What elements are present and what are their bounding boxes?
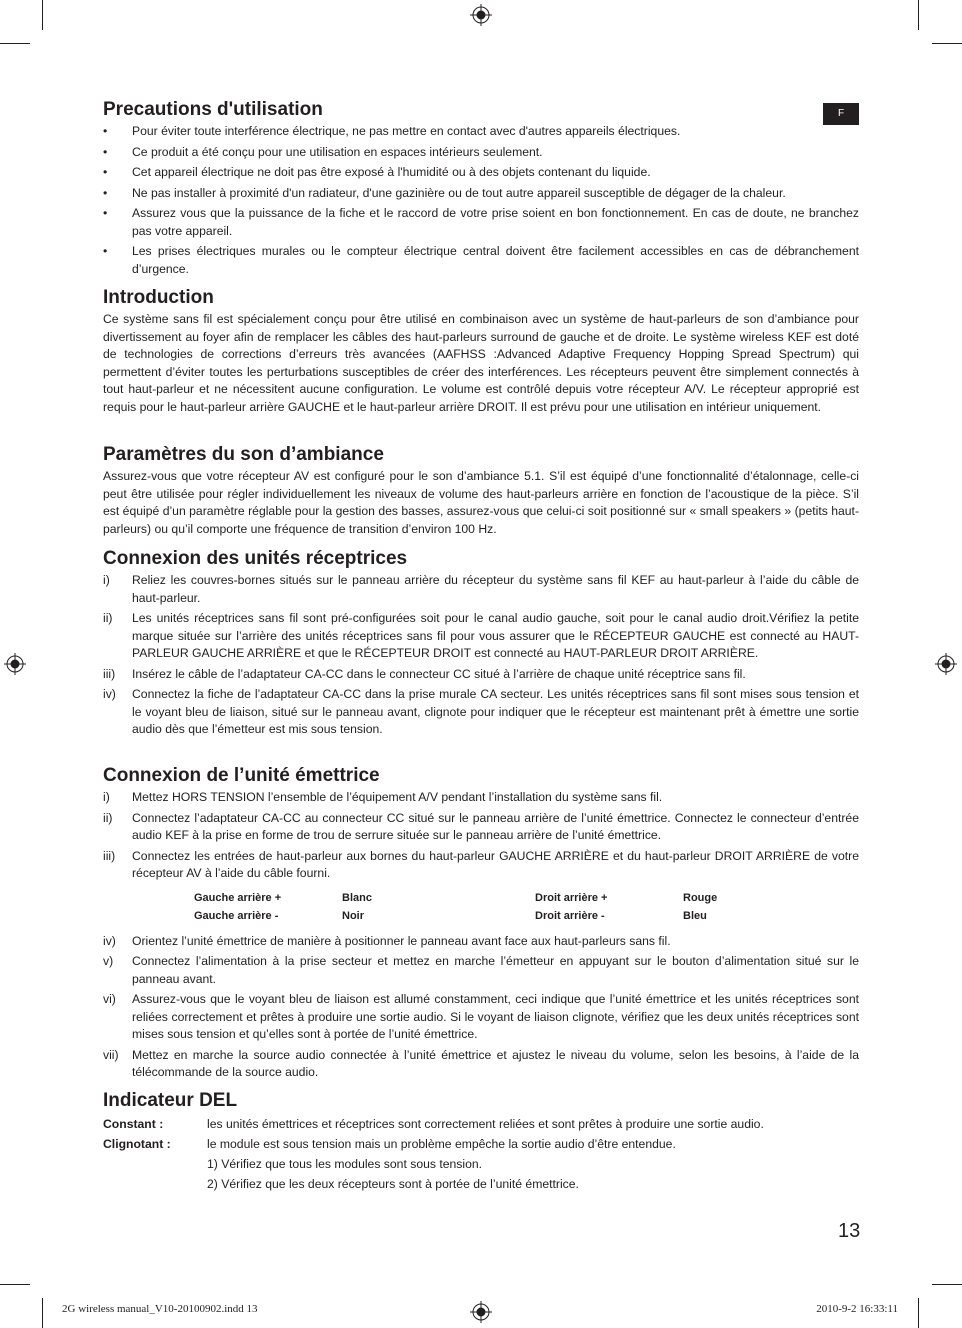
led-state-label: Constant : bbox=[103, 1117, 164, 1131]
list-item-text: Ce produit a été conçu pour une utilisation en espaces intérieurs seulement. bbox=[132, 144, 543, 159]
list-item bbox=[103, 144, 859, 162]
bullet-marker: • bbox=[103, 165, 108, 179]
crop-mark bbox=[0, 1284, 30, 1285]
list-item bbox=[103, 686, 859, 739]
list-item bbox=[103, 123, 859, 141]
list-item bbox=[103, 666, 859, 684]
section-receivers bbox=[103, 548, 859, 742]
list-number: v) bbox=[103, 954, 114, 968]
wiring-cell: Droit arrière + bbox=[535, 891, 608, 904]
list-item-text: Connectez la fiche de l’adaptateur CA-CC dans la prise murale CA secteur. Les unités réceptrices sans fil sont mises sous tension et le voyant bleu de liaison, situé sur le panneau avant, clignote pour indiquer que le récepteur est maintenant prêt à émettre une sortie audio dès que l’émetteur est mis sous tension. bbox=[132, 687, 859, 736]
list-number: iv) bbox=[103, 687, 116, 701]
wiring-cell: Blanc bbox=[342, 891, 372, 904]
list-number: iii) bbox=[103, 848, 116, 863]
section-precautions bbox=[103, 99, 859, 281]
list-item bbox=[103, 789, 859, 807]
wiring-cell: Gauche arrière + bbox=[194, 891, 282, 904]
section-surround-settings bbox=[103, 444, 859, 538]
list-item-text: Pour éviter toute interférence électrique, ne pas mettre en contact avec d'autres appareils électriques. bbox=[132, 124, 681, 138]
section-heading: Connexion de l’unité émettrice bbox=[103, 765, 380, 786]
list-item-text: Mettez en marche la source audio connectée à l’unité émettrice et ajustez le niveau du volume, selon les besoins, à l’aide de la télécommande de la source audio. bbox=[132, 1047, 859, 1079]
list-number: vii) bbox=[103, 1047, 119, 1062]
numbered-list bbox=[103, 933, 859, 1082]
list-number: ii) bbox=[103, 611, 113, 625]
list-number: iii) bbox=[103, 666, 116, 681]
paragraph: Ce système sans fil est spécialement conçu pour être utilisé en combinaison avec un système de haut-parleurs de son d’ambiance pour divertissement au foyer afin de remplacer les câbles des haut-parleurs surround de gauche et de droite. Le système wireless KEF est doté de technologies de corrections d’erreurs très avancées (AAFHSS :Advanced Adaptive Frequency Hopping Spread Spectrum) qui permettent d’éviter toutes les perturbations susceptibles de créer des interférences. Les récepteurs peuvent être simplement connectés à tout haut-parleur et ne nécessitent aucune configuration. Le volume est contrôlé depuis votre récepteur A/V. Le récepteur approprié est requis pour le haut-parleur arrière GAUCHE et le haut-parleur arrière DROIT. Il est prévu pour une utilisation en intérieur uniquement. bbox=[103, 312, 859, 414]
list-item bbox=[103, 848, 859, 883]
list-item-text: Mettez HORS TENSION l’ensemble de l’équipement A/V pendant l’installation du système sans fil. bbox=[132, 790, 663, 804]
wiring-cell: Bleu bbox=[683, 909, 707, 922]
registration-mark-icon bbox=[4, 653, 26, 675]
bullet-marker: • bbox=[103, 206, 108, 220]
section-heading: Paramètres du son d’ambiance bbox=[103, 444, 384, 465]
led-state-label bbox=[103, 1154, 207, 1174]
section-transmitter bbox=[103, 765, 859, 1085]
numbered-list bbox=[103, 572, 859, 739]
led-state-description: 2) Vérifiez que les deux récepteurs sont à portée de l’unité émettrice. bbox=[207, 1177, 579, 1191]
footer-timestamp: 2010-9-2 16:33:11 bbox=[816, 1303, 898, 1315]
section-led-indicator bbox=[103, 1090, 859, 1194]
list-item bbox=[103, 185, 859, 203]
language-tag: F bbox=[823, 103, 859, 125]
list-item bbox=[103, 610, 859, 663]
led-state-row bbox=[103, 1154, 859, 1174]
list-number: ii) bbox=[103, 810, 113, 825]
section-introduction bbox=[103, 287, 859, 416]
led-state-label bbox=[103, 1174, 207, 1194]
wiring-table bbox=[194, 889, 859, 925]
list-number: vi) bbox=[103, 992, 116, 1006]
led-state-row bbox=[103, 1114, 859, 1134]
crop-mark bbox=[932, 43, 962, 44]
bullet-marker: • bbox=[103, 185, 108, 200]
list-item-text: Connectez l’alimentation à la prise secteur et mettez en marche l’émetteur en appuyant sur le bouton d’alimentation situé sur le panneau avant. bbox=[132, 954, 859, 986]
list-item bbox=[103, 164, 859, 182]
list-item bbox=[103, 205, 859, 240]
bullet-list bbox=[103, 123, 859, 278]
crop-mark bbox=[918, 0, 919, 30]
list-item bbox=[103, 810, 859, 845]
section-heading: Introduction bbox=[103, 287, 214, 308]
section-heading: Indicateur DEL bbox=[103, 1090, 238, 1111]
page-number: 13 bbox=[838, 1220, 861, 1242]
list-item-text: Connectez l’adaptateur CA-CC au connecteur CC situé sur le panneau arrière de l’unité émettrice. Connectez le connecteur d’entrée audio KEF à la prise en forme de trou de serrure située sur le panneau arrière de l’unité émettrice. bbox=[132, 810, 859, 842]
led-state-description: le module est sous tension mais un problème empêche la sortie audio d’être entendue. bbox=[207, 1137, 676, 1151]
led-state-description: 1) Vérifiez que tous les modules sont sous tension. bbox=[207, 1157, 483, 1171]
list-item-text: Assurez-vous que le voyant bleu de liaison est allumé constamment, ceci indique que l’unité émettrice et les unités réceptrices sont reliées correctement et prêtes à produire une sortie audio. Si le voyant de liaison clignote, vérifiez que les deux unités réceptrices sont mises sous tension et qu’elles sont à portée de l’unité émettrice. bbox=[132, 992, 859, 1041]
led-state-label: Clignotant : bbox=[103, 1137, 171, 1151]
list-item bbox=[103, 243, 859, 278]
registration-mark-icon bbox=[935, 653, 957, 675]
list-item bbox=[103, 953, 859, 988]
led-state-description: les unités émettrices et réceptrices sont correctement reliées et sont prêtes à produire une sortie audio. bbox=[207, 1117, 764, 1131]
list-item bbox=[103, 991, 859, 1044]
wiring-cell: Noir bbox=[342, 909, 364, 922]
section-heading: Connexion des unités réceptrices bbox=[103, 548, 408, 569]
crop-mark bbox=[0, 43, 30, 44]
bullet-marker: • bbox=[103, 144, 108, 159]
list-item-text: Les unités réceptrices sans fil sont pré-configurées soit pour le canal audio gauche, soit pour le canal audio droit.Vérifiez la petite marque située sur l’arrière des unités réceptrices sans fil pour vous assurer que le RÉCEPTEUR GAUCHE est connecté au HAUT-PARLEUR GAUCHE ARRIÈRE et que le RÉCEPTEUR DROIT est connecté au HAUT-PARLEUR DROIT ARRIÈRE. bbox=[132, 611, 859, 660]
list-number: iv) bbox=[103, 933, 116, 948]
list-item-text: Cet appareil électrique ne doit pas être exposé à l'humidité ou à des objets contenant du liquide. bbox=[132, 165, 651, 179]
numbered-list bbox=[103, 789, 859, 883]
bullet-marker: • bbox=[103, 124, 108, 138]
registration-mark-icon bbox=[470, 4, 492, 26]
wiring-cell: Rouge bbox=[683, 891, 718, 904]
footer-filename: 2G wireless manual_V10-20100902.indd 13 bbox=[62, 1303, 258, 1315]
section-heading: Precautions d'utilisation bbox=[103, 99, 323, 120]
list-item bbox=[103, 933, 859, 951]
list-item-text: Assurez vous que la puissance de la fiche et le raccord de votre prise soient en bon fonctionnement. En cas de doute, ne branchez pas votre appareil. bbox=[132, 206, 859, 238]
wiring-cell: Droit arrière - bbox=[535, 909, 605, 922]
crop-mark bbox=[918, 1298, 919, 1328]
crop-mark bbox=[932, 1284, 962, 1285]
registration-mark-icon bbox=[470, 1301, 492, 1323]
list-item-text: Orientez l’unité émettrice de manière à positionner le panneau avant face aux haut-parleurs sans fil. bbox=[132, 933, 671, 948]
led-state-row bbox=[103, 1134, 859, 1154]
list-item-text: Insérez le câble de l’adaptateur CA-CC dans le connecteur CC situé à l’arrière de chaque unité réceptrice sans fil. bbox=[132, 666, 746, 681]
bullet-marker: • bbox=[103, 244, 108, 258]
crop-mark bbox=[42, 1298, 43, 1328]
wiring-cell: Gauche arrière - bbox=[194, 909, 279, 922]
led-states bbox=[103, 1114, 859, 1194]
list-item-text: Connectez les entrées de haut-parleur aux bornes du haut-parleur GAUCHE ARRIÈRE et du haut-parleur DROIT ARRIÈRE de votre récepteur AV à l’aide du câble fourni. bbox=[132, 848, 859, 880]
paragraph: Assurez-vous que votre récepteur AV est configuré pour le son d’ambiance 5.1. S’il est équipé d’une fonctionnalité d’étalonnage, celle-ci peut être utilisée pour régler individuellement les niveaux de volume des haut-parleurs arrière en fonction de l’acoustique de la pièce. S’il est équipé d’un paramètre réglable pour la gestion des basses, assurez-vous que celui-ci soit positionné sur « small speakers » (petits haut-parleurs) ou qu’il comporte une fréquence de transition d’environ 100 Hz. bbox=[103, 469, 859, 536]
list-item-text: Ne pas installer à proximité d'un radiateur, d'une gazinière ou de tout autre appareil susceptible de dégager de la chaleur. bbox=[132, 185, 786, 200]
list-item-text: Reliez les couvres-bornes situés sur le panneau arrière du récepteur du système sans fil KEF au haut-parleur à l’aide du câble de haut-parleur. bbox=[132, 573, 859, 605]
list-number: i) bbox=[103, 573, 110, 587]
list-number: i) bbox=[103, 790, 110, 804]
crop-mark bbox=[42, 0, 43, 30]
led-state-row bbox=[103, 1174, 859, 1194]
list-item bbox=[103, 572, 859, 607]
list-item bbox=[103, 1047, 859, 1082]
list-item-text: Les prises électriques murales ou le compteur électrique central doivent être facilement accessibles en cas de débranchement d’urgence. bbox=[132, 244, 859, 276]
